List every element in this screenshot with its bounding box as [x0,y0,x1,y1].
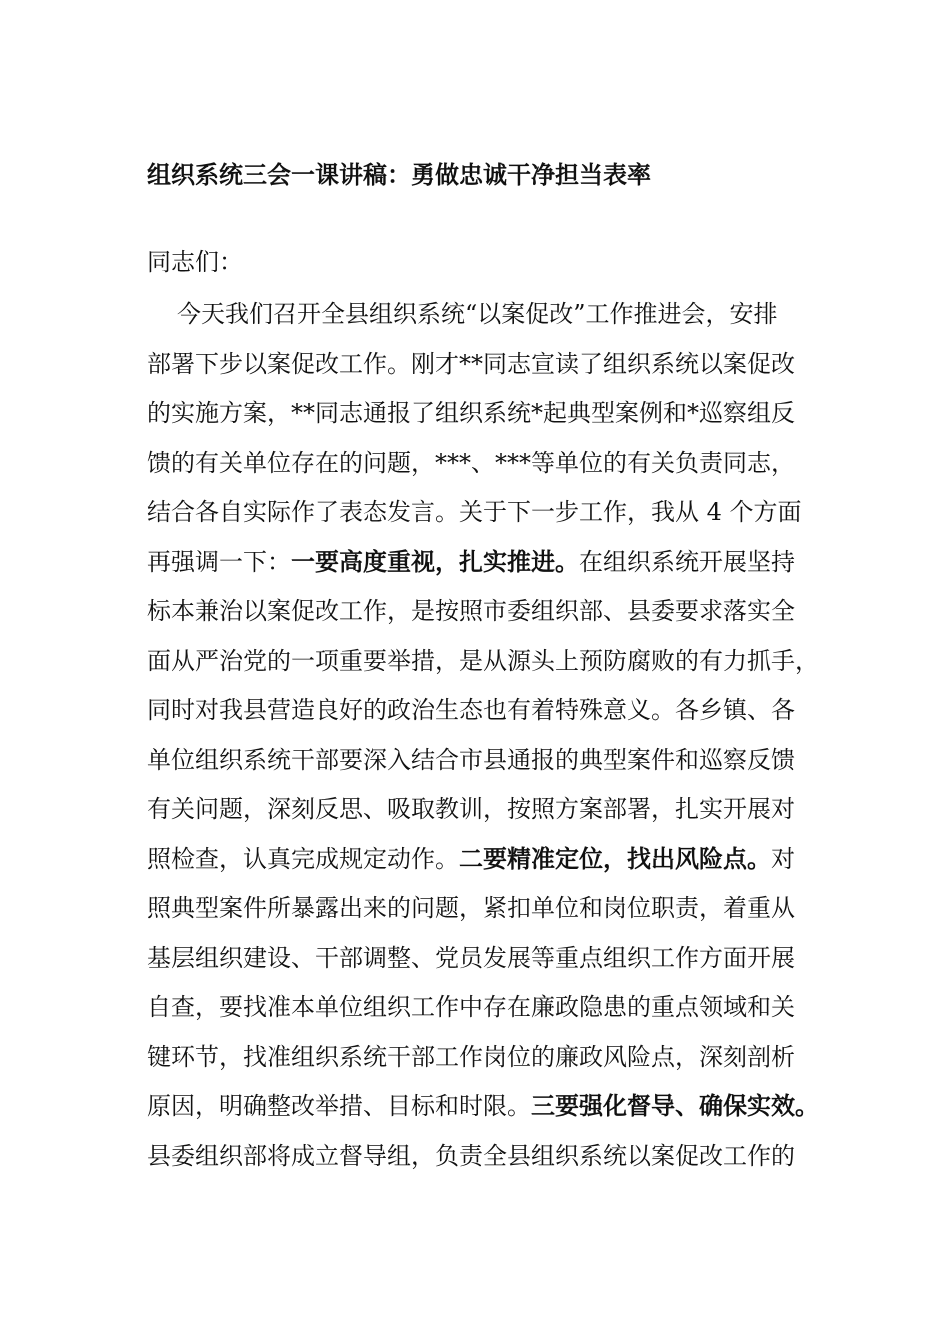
body-text-segment: 县委组织部将成立督导组，负责全县组织系统以案促改工作的 [147,1141,795,1170]
body-text-segment: 在组织系统开展坚持 [579,547,795,576]
text-line [147,395,837,445]
emphasis-text: 三要强化督导、确保实效。 [531,1091,819,1120]
body-text-segment: 基层组织建设、干部调整、党员发展等重点组织工作方面开展 [147,943,795,972]
body-paragraph [147,296,837,1187]
body-text-segment: 同时对我县营造良好的政治生态也有着特殊意义。各乡镇、各 [147,696,795,724]
body-text-segment: 照典型案件所暴露出来的问题，紧扣单位和岗位职责，着重从 [147,894,795,922]
body-text-segment: 单位组织系统干部要深入结合市县通报的典型案件和巡察反馈 [147,745,795,774]
body-text-segment: 馈的有关单位存在的问题，***、***等单位的有关负责同志， [147,448,795,477]
document-title: 组织系统三会一课讲稿：勇做忠诚干净担当表率 [147,161,651,189]
text-line [147,890,837,940]
text-line [147,692,837,742]
text-line [147,1088,837,1138]
body-text-segment: 标本兼治以案促改工作，是按照市委组织部、县委要求落实全 [147,597,795,625]
text-line [147,346,837,396]
text-line [147,989,837,1039]
text-line [147,1039,837,1089]
body-text-segment: 结合各自实际作了表态发言。关于下一步工作，我从 4 个方面 [147,498,802,526]
text-line [147,1138,837,1188]
body-text-segment: 部署下步以案促改工作。刚才**同志宣读了组织系统以案促改 [147,349,795,378]
emphasis-text: 一要高度重视，扎实推进。 [291,546,579,576]
body-text-segment: 面从严治党的一项重要举措，是从源头上预防腐败的有力抓手， [147,646,819,675]
text-line [147,593,837,643]
text-line [147,494,837,544]
body-text-segment: 对 [771,844,795,873]
body-text-segment: 照检查，认真完成规定动作。 [147,844,459,873]
text-line [147,791,837,841]
body-text-segment: 自查，要找准本单位组织工作中存在廉政隐患的重点领域和关 [147,993,795,1021]
text-line [147,296,837,346]
text-line [147,940,837,990]
body-text-segment: 键环节，找准组织系统干部工作岗位的廉政风险点，深刻剖析 [147,1042,795,1071]
body-text-segment: 的实施方案，**同志通报了组织系统*起典型案例和*巡察组反 [147,399,795,427]
text-line [147,544,837,594]
salutation: 同志们： [147,248,243,276]
text-line [147,742,837,792]
text-line [147,445,837,495]
text-line [147,841,837,891]
body-text-segment: 今天我们召开全县组织系统“以案促改”工作推进会，安排 [177,300,778,328]
body-text-segment: 再强调一下： [147,547,291,576]
body-text-segment: 原因，明确整改举措、目标和时限。 [147,1092,531,1120]
body-text-segment: 有关问题，深刻反思、吸取教训，按照方案部署，扎实开展对 [147,795,795,823]
text-line [147,643,837,693]
emphasis-text: 二要精准定位，找出风险点。 [459,843,771,873]
